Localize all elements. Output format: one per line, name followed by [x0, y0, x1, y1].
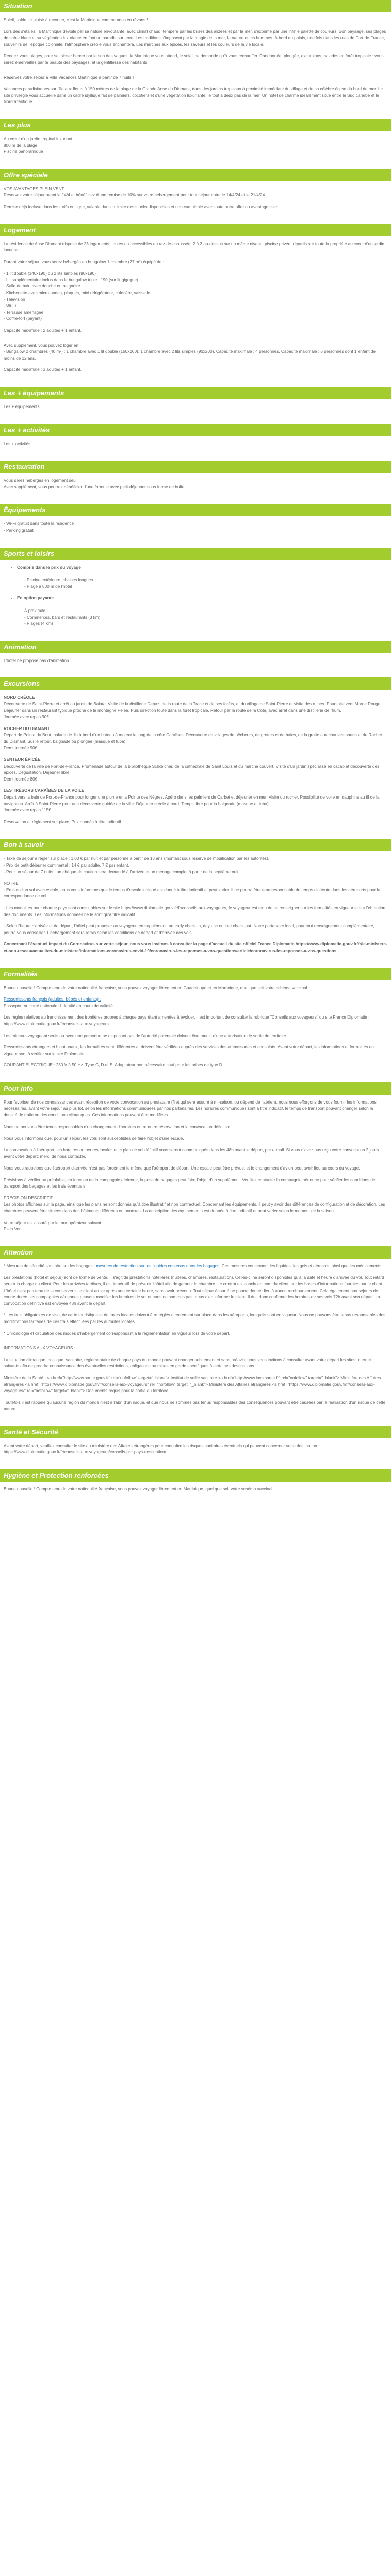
section-header-formalites: Formalités: [0, 968, 391, 980]
liquids-restriction-link[interactable]: mesures de restriction sur les liquides contenus dans les bagages: [96, 1263, 220, 1268]
logement-supplement-text: - Bungalow 2 chambres (40 m²) : 1 chambre avec 1 lit double (160x200), 1 chambre avec 2 lits simples (90x200). Capacité maximale : 4 personnes. Capacité maximale : 5 personnes dont 1 enfant de moins de 12 ans.: [4, 349, 376, 361]
section-header-excursions: Excursions: [0, 677, 391, 690]
section-header-equipements-2: Équipements: [0, 504, 391, 516]
section-header-restauration: Restauration: [0, 461, 391, 473]
pour-info-text: Les photos affichées sur la page, ainsi que les plans ne sont donnés qu'à titre illustratif et non contractuel. Concernant les équipements, il peut y avoir des différences de configuration et de décoration. Les chambres peuvent être situées dans des bâtiments différents ou annexes. La description des équipements est donnée à titre indicatif et peut varier selon le moment de la saison.: [4, 1202, 385, 1213]
attention-text: Les prestations (hôtel et séjour) sont de forme de vente. Il s'agit de prestations hôtelières (nuitées, chambres, restauration). Celles-ci ne seront disponibles qu'à la date et heure d'arrivée du vol. Tout retard sera à la charge du client. Pour les arrivées tardives, il est impératif de prévenir l'hôtel afin de garantir la chambre. Le contrat est conclu en nom du client, sur les bases d'informations fournies par le client. L'hôtel n'est pas tenu de la conserver si le client arrive après une certaine heure, sans avoir prévenu. Tout séjour écourté ne pourra donner lieu à aucun remboursement. Cela également aux séjours de courte durée, les compagnies aériennes peuvent modifier les horaires de vol et nous ne sommes pas tenus d'en informer le client. Il doit donc confirmer les horaires de ses vols 72h avant son départ. La convocation définitive est envoyée 48h avant le départ.: [4, 1275, 384, 1306]
situation-text-1: Lors des s'étales, la Martinique dévoile par sa nature envoûtante, avec climat chaud, tempéré par les brises des alizées et par la mer, s'exprime par une infinie palette de couleurs. Son paysage, ses plages de sable blanc et sa végétation luxuriante en font un paradis sur terre. Les traditions s'imposent par la magie de la mer, la nature et les hommes. À bord du palais, une fois dans les rues de Fort-de-France, souvenirs de l'époque coloniale, l'atmosphère créole vous enchantera. Les marchés aux épices, les saveurs et les couleurs de la vie locale.: [4, 29, 386, 47]
pour-info-text: Nous ne pouvons être tenus responsables d'un changement d'horaires entre notre réservation et la convocation définitive.: [4, 1124, 232, 1129]
attention-heading: INFORMATIONS AUX VOYAGEURS :: [4, 1346, 75, 1351]
excursion-description: Départ de Pointe du Bout, balade de 1h à bord d'un bateau à moteur le long de la côte Caraïbes. Découverte de villages de pêcheurs, de grottes et de baies, de la grotte aux chauves-souris et du Rocher du Diamant. Sur le retour, baignade ou plongée (masque et tuba).: [4, 733, 382, 744]
logement-equipment-item: - Lit supplémentaire inclus dans le bungalow triple : 190 (sur lit-gigogne): [4, 277, 138, 282]
sports-paid-heading: • En option payante: [17, 595, 387, 602]
attention-links: Ministère de la Santé : <a href="http://www.sante.gouv.fr" rel="nofollow" target="_blank"> Institut de veille sanitaire <a href="http://www.invs.sante.fr" rel="nofollow" target="_blank"> Ministère des Affaires étrangères <a href="https://www.diplomatie.gouv.fr/fr/conseils-aux-voyageurs" rel="nofollow" target="_blank"> Ministère des Affaires étrangères <a href="https://www.diplomatie.gouv.fr/fr/conseils-aux-voyageurs/" rel="nofollow" target="_blank"> Documents requis pour la sortie du territoire.: [4, 1375, 381, 1394]
excursions-note: Réservation et règlement sur place. Prix donnés à titre indicatif.: [4, 819, 122, 824]
bon-a-savoir-item: - Selon l'heure d'arrivée et de départ, l'hôtel peut proposer au voyageur, en supplément, un early check-in, day use ou late check-out. Notre partenaire local, pour tout renseignement complémentaire, pourra vous conseiller. L'hébergement sera remis selon les conditions de départ et d'arrivée des vols.: [4, 924, 374, 935]
section-header-animation: Animation: [0, 641, 391, 653]
logement-capacity: Capacité maximale : 2 adultes + 1 enfant.: [4, 328, 82, 333]
bon-a-savoir-item: - Prix de petit-déjeuner continental : 14 € par adulte, 7 € par enfant.: [4, 863, 129, 868]
pour-info-operator: Plein Vent: [4, 1227, 23, 1232]
restauration-text-2: Avec supplément, vous pourrez bénéficier d'une formule avec petit-déjeuner sous forme de buffet.: [4, 484, 187, 489]
offre-text: Réservez votre séjour avant le 14/4 et bénéficiez d'une remise de 10% sur votre hébergement pour tout séjour entre le 14/4/24 et le 21/4/24.: [4, 193, 266, 198]
pour-info-text: La convocation à l'aéroport, les horaires ou heures locales et le plan de vol définitif vous seront communiqués dans les 48h avant le départ, par e-mail. Si vous n'avez pas reçu votre convocation 2 jours avant votre départ, merci de nous contacter.: [4, 1147, 379, 1159]
logement-equipment-item: - Terrasse aménagée: [4, 310, 44, 315]
section-bon-a-savoir: [0, 839, 391, 968]
section-equipements-2: [0, 504, 391, 547]
hygiene-text: Bonne nouvelle ! Compte tenu de votre nationalité française, vous pouvez voyager librement en Martinique, quel que soit votre schéma vaccinal.: [4, 1487, 274, 1492]
sports-paid-item: - Commerces, bars et restaurants (3 km): [24, 615, 101, 620]
plus-item: Piscine panoramique: [4, 149, 43, 155]
formalites-rules: Les règles relatives au franchissement des frontières propres à chaque pays étant amenées à évoluer, il est important de consulter la rubrique "Conseils aux voyageurs" du site France Diplomatie : https://www.diplomatie.gouv.fr/fr/conseils-aux-voyageurs: [4, 1015, 370, 1026]
equipements-item: - Parking gratuit: [4, 528, 34, 533]
sports-included-list: [17, 565, 387, 571]
bon-a-savoir-item: - Taxe de séjour à régler sur place : 1,00 € par nuit et par personne à partir de 13 ans (montant sous réserve de modification par les autorités).: [4, 856, 270, 861]
formalites-minors: Les mineurs voyageant seuls ou avec une personne ne disposant pas de l'autorité parentale doivent être munis d'une autorisation de sortie de territoire.: [4, 1033, 287, 1038]
section-hygiene: [0, 1469, 391, 1506]
logement-equipment-item: - 1 lit double (140x190) ou 2 lits simples (90x190): [4, 271, 96, 276]
section-sante: [0, 1426, 391, 1469]
offre-conditions: Remise déjà incluse dans les tarifs en ligne, valable dans la limite des stocks disponibles et non cumulable avec toute autre offre ou avantage client.: [4, 204, 281, 209]
situation-text-2: Rendez-vous plages, pour se laisser bercer par le son des vagues, la Martinique vous attend, le soleil ne demande qu'à vous réchauffer. Randonnée, plongée, excursions, balades en forêt tropicale : vous serez émerveillés par la beauté des paysages, et la gentillesse des habitants.: [4, 54, 384, 65]
situation-text-4: Vacances paradisiaques sur l'île aux fleurs à 150 mètres de la plage de la Grande Anse du Diamant, dans des jardins tropicaux à proximité immédiate du village et de sa célèbre église du bord de mer. Le site privilégié vous accueille dans un cadre idyllique fait de palmiers, cocotiers et d'une végétation luxuriante, le tout à deux pas de la mer. Un hôtel de charme idéalement situé entre le Sud caraïbe et le Nord atlantique.: [4, 87, 383, 105]
excursion-description: Découverte de Saint-Pierre et arrêt au jardin de Balata. Visite de la distillerie Depaz, de la route de la Trace et de ses forêts, et du village de Saint-Pierre et visite des ruines. Poursuite vers Morne Rouge. Déjeuner dans un restaurant typique proche de la montagne Pelée. Puis direction toute dans la forêt tropicale. Retour par la route de la Côte, avec arrêt dans une distillerie de rhum.: [4, 701, 382, 713]
situation-text-3: Réservez votre séjour à Villa Vacances Martinique à partir de 7 nuits !: [4, 75, 134, 80]
logement-equipment-item: - Salle de bain avec douche ou baignoire: [4, 284, 80, 289]
logement-supplement-intro: Avec supplément, vous pouvez loger en :: [4, 343, 81, 348]
sports-paid-item: - Plages (4 km): [24, 621, 53, 626]
equipements-text: Les + équipements: [4, 404, 40, 409]
section-header-activites: Les + activités: [0, 424, 391, 436]
attention-text: * Les frais obligatoires de visa, de carte touristique et de taxes locales doivent être réglés directement sur place dans les aéroports, lorsqu'ils sont en vigueur. Nous ne pouvons être tenus responsables des modifications tarifaires de ces frais effectuées par les autorités locales.: [4, 1313, 386, 1324]
equipements-item: - Wi-Fi gratuit dans toute la résidence: [4, 521, 74, 527]
bon-a-savoir-item: - En cas d'un vol avec escale, nous vous informons que le temps d'escale indiqué est donné à titre indicatif et peut varier. Il ne pourra être tenu responsable du temps d'attente dans les aéroports pour la correspondance de vol.: [4, 887, 381, 899]
formalites-foreigners: Ressortissants étrangers et binationaux, les formalités sont différentes et doivent être vérifiées auprès des services des ambassades et consulats. Avant votre départ, les informations et formalités en vigueur sont à vérifier sur le site Diplomatie.: [4, 1045, 374, 1056]
section-equipements: [0, 387, 391, 424]
logement-equipment-item: - Coffre-fort (payant): [4, 316, 42, 321]
excursion-duration-price: Demi-journée 90€: [4, 745, 38, 751]
logement-equipment-list: [4, 270, 387, 323]
formalites-electricity: COURANT ÉLECTRIQUE : 230 V à 50 Hz. Type C, D et E. Adaptateur non nécessaire sauf pour les prises de type D: [4, 1063, 222, 1068]
offre-title: VOS AVANTAGES PLEIN VENT: [4, 186, 64, 191]
section-restauration: [0, 461, 391, 504]
section-formalites: [0, 968, 391, 1082]
sports-included-heading: • Compris dans le prix du voyage: [17, 565, 387, 571]
section-sports: [0, 548, 391, 641]
logement-equipment-intro: Durant votre séjour, vous serez hébergés en bungalow 1 chambre (27 m²) équipé de :: [4, 259, 164, 264]
excursion-title: NORD CRÉOLE: [4, 695, 35, 700]
logement-equipment-item: - Kitchenette avec micro-ondes, plaques, mini réfrigérateur, cafetière, vaisselle: [4, 291, 150, 296]
plus-item: 800 m de la plage: [4, 143, 38, 148]
attention-liquids: [4, 1263, 387, 1270]
excursion-description: Découverte de la ville de Fort-de-France. Promenade autour de la bibliothèque Schœlcher, de la cathédrale de Saint Louis et du marché couvert. Visite d'un jardin spécialisé en cacao et découverte des épices. Dégustation. Déjeuner libre.: [4, 764, 380, 775]
pour-info-text: Prévisions à vérifier au préalable, en fonction de la compagnie aérienne, la prise de bagages peut faire l'objet d'un supplément. Veuillez contacter la compagnie aérienne pour vérifier les conditions de transport des bagages et les frais éventuels.: [4, 1177, 376, 1189]
pour-info-operator-intro: Votre séjour est assuré par le tour-opérateur suivant :: [4, 1220, 104, 1225]
excursion-duration-price: Journée avec repas 90€: [4, 715, 49, 720]
sports-included-item: - Plage à 800 m de l'hôtel: [24, 584, 72, 589]
animation-text: L'hôtel ne propose pas d'animation.: [4, 658, 70, 663]
excursion-title: ROCHER DU DIAMANT: [4, 726, 50, 731]
section-activites: [0, 424, 391, 461]
sports-included-item: - Piscine extérieure, chaises longues: [24, 578, 93, 583]
sports-paid-intro: À proximité :: [24, 608, 48, 613]
activites-text: Les + activités: [4, 441, 31, 446]
excursion-description: Départ vers la baie de Fort-de-France pour longer une plume et la Pointe des Nègres. Apéro dans les palmiers de Carbet et déjeuner en mer. Visite du rocher. Possibilité de voile en dauphins au fil de la navigation. Arrêt à Saint-Pierre pour une découverte guidée de la ville. Déjeuner créole à bord. Temps libre pour la baignade (masque et tuba).: [4, 795, 380, 806]
pour-info-text: Pour favoriser de nos connaissances avant réception de votre convocation au prestataire (filet qui sera assuré à mi-saison, ou dépend de l'aérien), nous nous efforçons de vous fournir les informations nécessaires, avant votre séjour au plus tôt, selon les informations communiquées par nos partenaires. Les horaires communiqués sont à titre indicatif, le temps de transport pouvant changer selon la densité de trafic ou des conditions climatiques. Ces informations peuvent être modifiées.: [4, 1099, 377, 1118]
formalites-nationals-link[interactable]: Ressortissants français (adultes, bébés et enfants) :: [4, 997, 101, 1002]
logement-equipment-item: - Wi-Fi: [4, 303, 17, 309]
section-header-plus: Les plus: [0, 119, 391, 131]
section-attention: [0, 1246, 391, 1426]
section-header-equipements: Les + équipements: [0, 387, 391, 399]
situation-intro: Soleil, sable, le plaisir à raconter, c'est la Martinique comme nous en rêvons !: [4, 18, 148, 22]
section-header-hygiene: Hygiène et Protection renforcées: [0, 1469, 391, 1482]
attention-liquids-text: * Mesures de sécurité sanitaire sur les bagages :: [4, 1263, 95, 1268]
pour-info-text: Nous vous rappelons que l'aéroport d'arrivée n'est pas forcément le même que l'aéroport de départ. Une escale peut être prévue, et le changement d'avion peut avoir lieu au cours du voyage.: [4, 1166, 360, 1171]
section-situation: [0, 0, 391, 119]
excursion-duration-price: Demi-journée 80€: [4, 776, 38, 782]
attention-text: * Chronologie et circulation des modes d'hébergement correspondant à la réglementation en vigueur lors de votre départ.: [4, 1331, 230, 1336]
pour-info-heading: PRÉCISION DESCRIPTIF: [4, 1195, 53, 1200]
attention-liquids-text-2: . Ces mesures concernent les liquides, les gels et aérosols, ainsi que les médicaments.: [219, 1263, 383, 1268]
section-header-logement: Logement: [0, 224, 391, 236]
section-header-bon-a-savoir: Bon à savoir: [0, 839, 391, 851]
excursion-title: LES TRÉSORS CARAÏBES DE LA VOILE: [4, 788, 85, 793]
excursion-duration-price: Journée avec repas 115€: [4, 808, 51, 813]
section-excursions: [0, 677, 391, 839]
formalites-nationals-text: Passeport ou carte nationale d'identité en cours de validité.: [4, 1003, 115, 1008]
section-plus: [0, 119, 391, 169]
covid-notice: Concernant l'éventuel impact du Coronavirus sur votre séjour, nous vous invitons à consulter la page d'accueil du site officiel France Diplomatie https://www.diplomatie.gouv.fr/fr/le-ministere-et-son-reseau/actualites-du-ministere/informations-coronavirus-covid-19/coronavirus-les-reponses-a-vos-questions/article/coronavirus-les-reponses-a-vos-questions: [4, 942, 387, 953]
logement-capacity-2: Capacité maximale : 3 adultes + 1 enfant.: [4, 367, 82, 372]
bon-a-savoir-heading: NOTRE: [4, 881, 19, 886]
section-header-sports: Sports et loisirs: [0, 548, 391, 560]
bon-a-savoir-item: - Les modalités pour chaque pays sont consultables sur le site https://www.diplomatie.gouv.fr/fr/conseils-aux-voyageurs, le voyageur est tenu de se renseigner sur les formalités en vigueur et sur l'obtention des documents. Les informations données ne le sont qu'à titre indicatif.: [4, 905, 386, 917]
section-logement: [0, 224, 391, 387]
attention-text: La situation climatique, politique, sanitaire, réglementaire de chaque pays du monde pouvant changer subitement et sans préavis, nous vous invitons à consulter avant votre départ les sites Internet suivants afin de prendre connaissance des éventuelles restrictions, obligations ou mises en garde spécifiques à certaines destinations.: [4, 1357, 371, 1369]
attention-text: Toutefois il est rappelé qu'aucune région du monde n'est à l'abri d'un risque, et que nous ne sommes pas tenus responsables des conséquences pouvant être causées par la réalisation d'un risque de cette nature.: [4, 1400, 386, 1412]
section-pour-info: [0, 1082, 391, 1246]
excursion-title: SENTEUR ÉPICÉE: [4, 757, 41, 762]
bon-a-savoir-item: - Pour un séjour de 7 nuits : un chèque de caution sera demandé à l'arrivée et un ménage complet à partir de la septième nuit.: [4, 869, 240, 874]
formalites-intro: Bonne nouvelle ! Compte tenu de votre nationalité française, vous pouvez voyager librement en Guadeloupe et en Martinique, quel que soit votre schéma vaccinal.: [4, 985, 308, 990]
section-animation: [0, 641, 391, 678]
plus-item: Au cœur d'un jardin tropical luxuriant: [4, 136, 73, 141]
section-header-pour-info: Pour info: [0, 1082, 391, 1095]
section-offre: [0, 169, 391, 224]
section-header-offre: Offre spéciale: [0, 169, 391, 181]
sante-text: Avant votre départ, veuillez consulter le site du ministère des Affaires étrangères pour connaître les risques sanitaires éventuels qui peuvent concerner votre destination : https://www.diplomatie.gouv.fr/fr/conseils-aux-voyageurs/conseils-par-pays-destination/: [4, 1443, 320, 1455]
section-header-attention: Attention: [0, 1246, 391, 1259]
section-header-sante: Santé et Sécurité: [0, 1426, 391, 1438]
sports-paid-list: [17, 595, 387, 602]
pour-info-text: Nous vous informons que, pour un séjour, les vols sont susceptibles de faire l'objet d'une escale.: [4, 1136, 184, 1141]
logement-equipment-item: - Télévision: [4, 297, 25, 302]
logement-intro: La résidence de Anse Diamant dispose de 23 logements, toutes ou accessibles en rez-de-chaussée, 2 à 3 au-dessus sur un même niveau, piscine privée, répartis sur toute la propriété au cœur d'un jardin luxuriant.: [4, 241, 384, 253]
restauration-text-1: Vous serez hébergés en logement seul.: [4, 478, 78, 483]
section-header-situation: Situation: [0, 0, 391, 12]
